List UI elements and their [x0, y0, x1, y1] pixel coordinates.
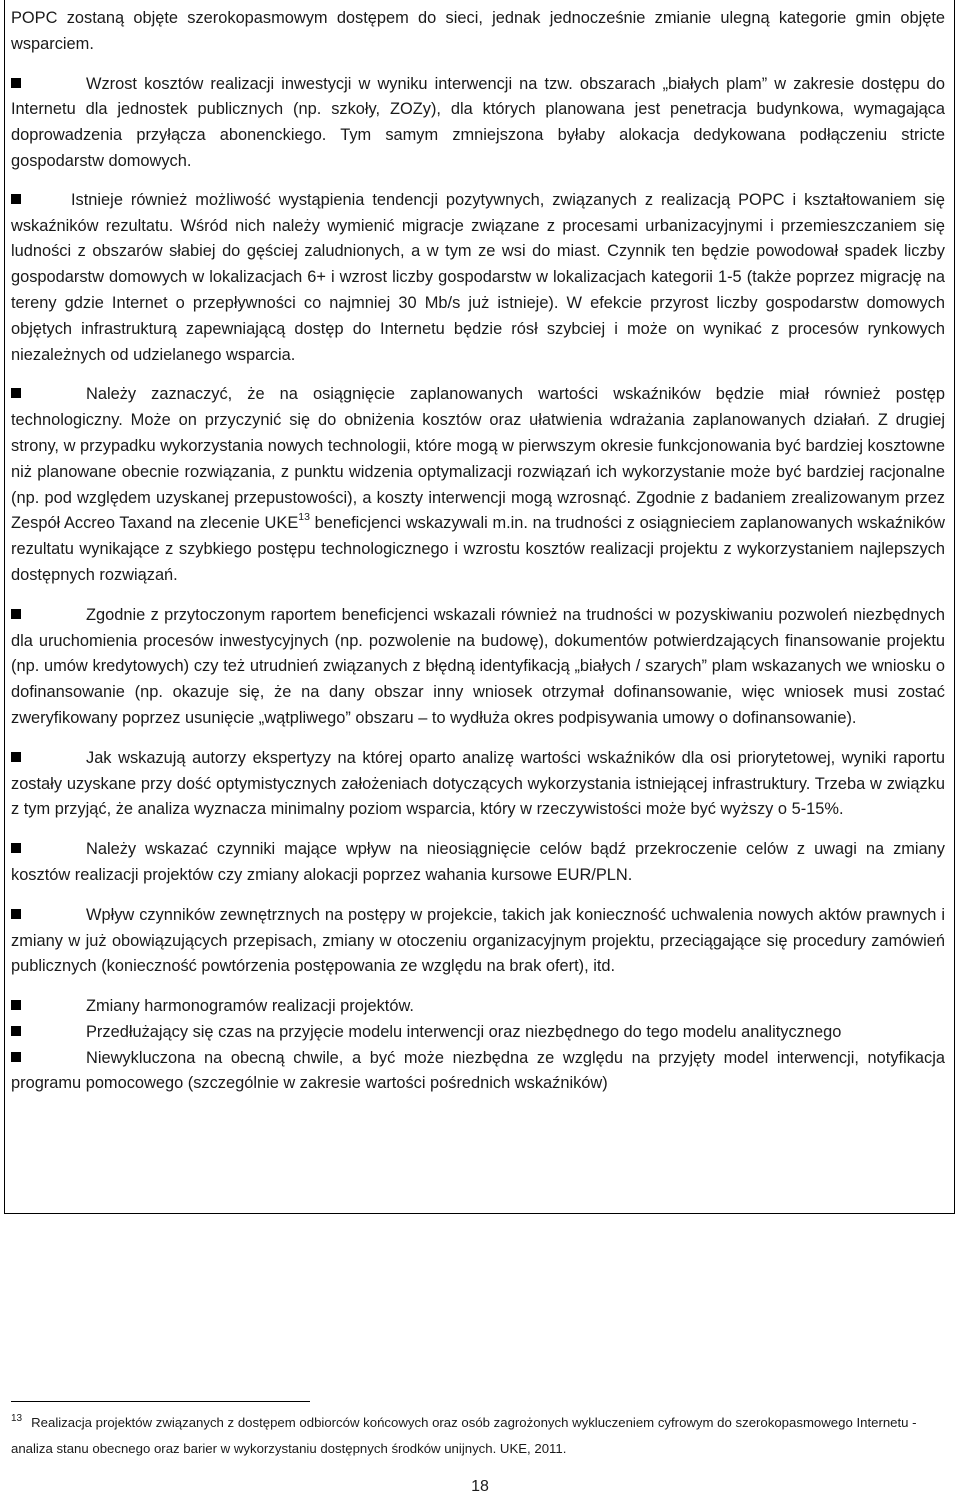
square-bullet-icon — [11, 1026, 21, 1036]
square-bullet-icon — [11, 609, 21, 619]
page-number: 18 — [471, 1478, 489, 1495]
square-bullet-icon — [11, 1052, 21, 1062]
square-bullet-icon — [11, 194, 21, 204]
footnote — [11, 1410, 941, 1462]
list-item: Jak wskazują autorzy ekspertyzy na której oparto analizę wartości wskaźników dla osi priorytetowej, wyniki raportu zostały uzyskane przy dość optymistycznych założeniach dotyczących wykorzystania istniejącej infrastruktury. Trzeba w związku z tym przyjąć, że analiza wyznacza minimalny poziom wsparcia, który w rzeczywistości może być wyższy o 5-15%. — [11, 748, 945, 819]
footnote-separator — [11, 1401, 310, 1402]
footnote-number: 13 — [11, 1413, 23, 1424]
square-bullet-icon — [11, 1000, 21, 1010]
list-item: Istnieje również możliwość wystąpienia tendencji pozytywnych, związanych z realizacją POPC i kształtowaniem się wskaźników rezultatu. Wśród nich należy wymienić migracje związane z procesami urbanizacyjnymi i przemieszczaniem się ludności z obszarów słabiej do gęściej zaludnionych, a w tym ze wsi do miast. Czynnik ten będzie powodował spadek liczby gospodarstw domowych w lokalizacjach 6+ i wzrost liczby gospodarstw w lokalizacjach kategorii 1-5 (także poprzez migrację na tereny gdzie Internet o przepływności co najmniej 30 Mb/s już istnieje). W efekcie przyrost liczby gospodarstw domowych objętych infrastrukturą zapewniającą dostęp do Internetu będzie rósł szybciej i może on wynikać z procesów rynkowych niezależnych od udzielanego wsparcia. — [11, 190, 945, 364]
list-item: Przedłużający się czas na przyjęcie modelu interwencji oraz niezbędnego do tego modelu analitycznego — [11, 1020, 945, 1046]
list-item: Zgodnie z przytoczonym raportem beneficjenci wskazali również na trudności w pozyskiwaniu pozwoleń niezbędnych dla uruchomienia procesów inwestycyjnych (np. pozwolenie na budowę), dokumentów potwierdzających finansowanie projektu (np. umów kredytowych) czy też utrudnień związanych z błędną identyfikacją „białych / szarych” plam wskazanych we wniosku o dofinansowanie (np. okazuje się, że na dany obszar inny wniosek otrzymał dofinansowanie, więc wniosek musi zostać zweryfikowany poprzez usunięcie „wątpliwego” obszaru – to wydłuża okres podpisywania umowy o dofinansowanie). — [11, 605, 945, 727]
intro-paragraph: POPC zostaną objęte szerokopasmowym dostępem do sieci, jednak jednocześnie zmianie ulegną kategorie gmin objęte wsparciem. — [11, 9, 945, 53]
square-bullet-icon — [11, 909, 21, 919]
list-item: Wpływ czynników zewnętrznych na postępy w projekcie, takich jak konieczność uchwalenia nowych aktów prawnych i zmiany w już obowiązujących przepisach, zmiany w otoczeniu organizacyjnym projektu, przeciągające się procedury zamówień publicznych (konieczność powtórzenia postępowania ze względu na brak ofert), itd. — [11, 905, 945, 976]
list-item: Zmiany harmonogramów realizacji projektów. — [11, 994, 945, 1020]
square-bullet-icon — [11, 843, 21, 853]
list-item: Należy wskazać czynniki mające wpływ na nieosiągnięcie celów bądź przekroczenie celów z uwagi na zmiany kosztów realizacji projektów czy zmiany alokacji poprzez wahania kursowe EUR/PLN. — [11, 840, 945, 884]
list-item: Niewykluczona na obecną chwile, a być może niezbędna ze względu na przyjęty model interwencji, notyfikacja programu pomocowego (szczególnie w zakresie wartości pośrednich wskaźników) — [11, 1048, 945, 1093]
footnote-text: Realizacja projektów związanych z dostępem odbiorców końcowych oraz osób zagrożonych wykluczeniem cyfrowym do szerokopasmowego Internetu - analiza stanu obecnego oraz barier w wykorzystaniu dostępnych środków unijnych. UKE, 2011. — [11, 1415, 917, 1456]
square-bullet-icon — [11, 752, 21, 762]
list-item: Należy zaznaczyć, że na osiągnięcie zaplanowanych wartości wskaźników będzie miał również postęp technologiczny. Może on przyczynić się do obniżenia kosztów oraz ułatwienia wdrażania zaplanowanych działań. Z drugiej strony, w przypadku wykorzystania nowych technologii, które mogą w pierwszym okresie funkcjonowania być bardziej kosztowne niż planowane obecnie rozwiązania, z punktu widzenia optymalizacji rozwiązań ich wykorzystanie może być bardziej racjonalne (np. pod względem uzyskanej przepustowości), a koszty interwencji mogą wzrosnąć. Zgodnie z badaniem zrealizowanym przez Zespół Accreo Taxand na zlecenie UKE$^{13}$ beneficjenci wskazywali m.in. na trudności z osiągnieciem zaplanowanych wskaźników rezultatu wynikające z szybkiego postępu technologicznego i wzrostu kosztów realizacji projektu z wykorzystaniem najlepszych dostępnych rozwiązań. — [11, 385, 945, 584]
square-bullet-icon — [11, 78, 21, 88]
document-body — [11, 6, 945, 1097]
footnote-reference[interactable]: 13 — [298, 511, 310, 524]
square-bullet-icon — [11, 388, 21, 398]
list-item: Wzrost kosztów realizacji inwestycji w wyniku interwencji na tzw. obszarach „białych plam” w zakresie dostępu do Internetu dla jednostek publicznych (np. szkoły, ZOZy), dla których planowana jest penetracja budynkowa, wymagająca doprowadzenia przyłącza abonenckiego. Tym samym zmniejszona byłaby alokacja dedykowana podłączeniu stricte gospodarstw domowych. — [11, 74, 945, 170]
